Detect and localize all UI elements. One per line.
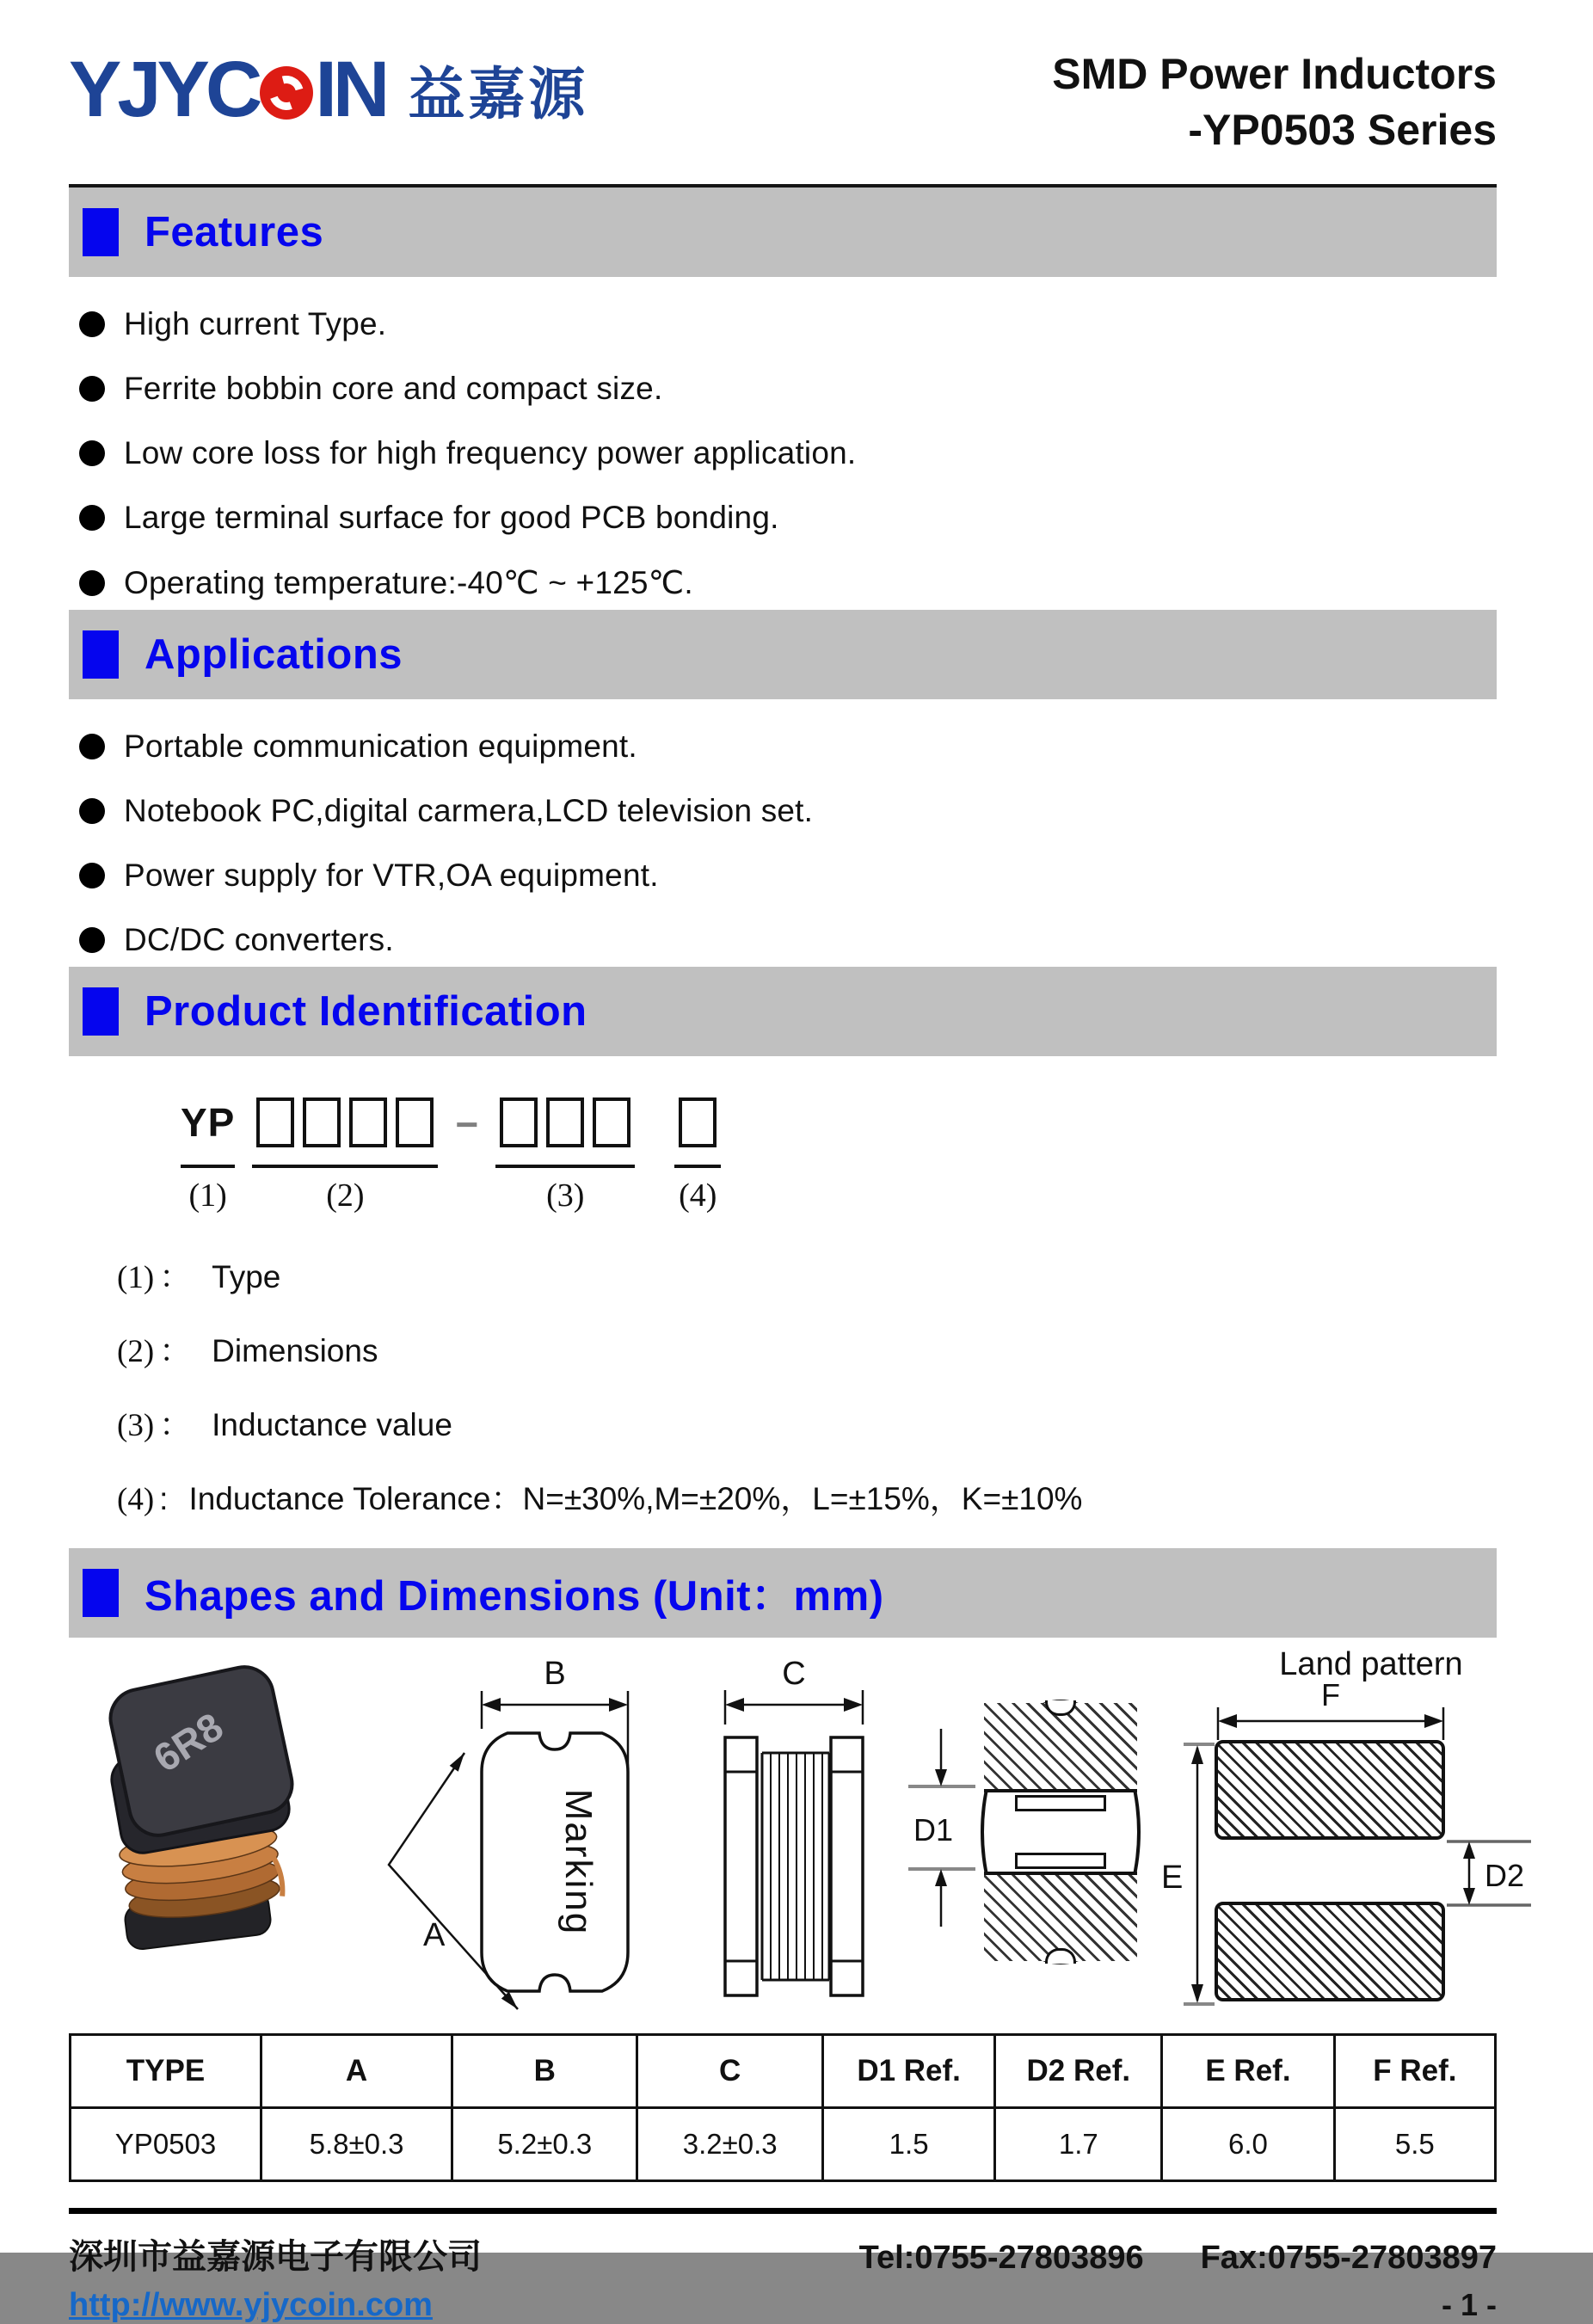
bullet-dot-icon (79, 863, 105, 888)
code-group-label: (4) (679, 1177, 717, 1214)
dim-d1-arrows (901, 1643, 981, 2013)
bullet-dot-icon (79, 570, 105, 596)
tel-number: Tel:0755-27803896 (858, 2240, 1144, 2276)
legend-separator: ： (159, 1333, 192, 1368)
list-item (76, 793, 1497, 829)
dim-c-label: C (782, 1656, 806, 1692)
product-identification-section-header (69, 967, 1497, 1056)
land-pad (1215, 1902, 1445, 2001)
website-link[interactable]: http://www.yjycoin.com (69, 2287, 433, 2323)
table-header-row (71, 2035, 1496, 2108)
land-pad-gap (1215, 1840, 1445, 1902)
logo-chinese-name: 益嘉源 (408, 62, 589, 126)
application-text: DC/DC converters. (124, 922, 394, 957)
cell-b: 5.2±0.3 (452, 2108, 637, 2181)
land-pads (1215, 1740, 1445, 2008)
dimension-drawings (69, 1643, 1525, 2021)
list-item (76, 858, 1497, 894)
side-view-drawing (686, 1643, 901, 2013)
application-text: Power supply for VTR,OA equipment. (124, 858, 659, 893)
code-legend (117, 1251, 1497, 1519)
cell-d2: 1.7 (995, 2108, 1162, 2181)
company-name: 深圳市益嘉源电子有限公司 (69, 2238, 482, 2276)
bottom-view-shape (981, 1700, 1141, 1964)
list-item (76, 922, 1497, 958)
applications-section-header (69, 610, 1497, 699)
list-item (76, 435, 1497, 471)
bullet-dot-icon (79, 376, 105, 402)
bullet-dot-icon (79, 927, 105, 953)
feature-text: High current Type. (124, 306, 387, 341)
bullet-dot-icon (79, 440, 105, 466)
document-title (1052, 46, 1497, 158)
code-group-label: (3) (546, 1177, 585, 1214)
footer-line2 (69, 2287, 1497, 2324)
legend-text: Type (212, 1259, 281, 1294)
dim-a-label: A (423, 1917, 446, 1953)
legend-marker: (2) (117, 1334, 155, 1369)
code-placeholder-box (546, 1097, 584, 1147)
application-text: Portable communication equipment. (124, 729, 637, 764)
land-pattern-drawing (1159, 1643, 1538, 2008)
logo-swirl-icon (260, 66, 313, 120)
list-item (76, 729, 1497, 765)
feature-text: Operating temperature:-40℃ ~ +125℃. (124, 565, 693, 600)
fax-number: Fax:0755-27803897 (1200, 2240, 1497, 2276)
top-view-drawing (335, 1643, 686, 2013)
code-placeholder-box (396, 1097, 434, 1147)
cell-e: 6.0 (1162, 2108, 1334, 2181)
legend-separator: ： (159, 1259, 192, 1294)
legend-text: Inductance value (212, 1407, 452, 1442)
feature-text: Ferrite bobbin core and compact size. (124, 371, 663, 406)
code-placeholder-box (593, 1097, 630, 1147)
dim-e-label: E (1161, 1860, 1184, 1896)
land-pattern-title: Land pattern (1279, 1646, 1463, 1682)
col-header: F Ref. (1334, 2035, 1495, 2108)
page-number: - 1 - (1441, 2287, 1497, 2322)
footer-divider (69, 2208, 1497, 2214)
dimension-table (69, 2033, 1497, 2182)
col-header: B (452, 2035, 637, 2108)
shapes-title: Shapes and Dimensions (Unit：mm) (145, 1573, 884, 1620)
code-group-3 (487, 1087, 643, 1214)
features-title: Features (145, 209, 324, 255)
col-header: D1 Ref. (822, 2035, 994, 2108)
terminal-pad (1015, 1795, 1106, 1811)
col-header: D2 Ref. (995, 2035, 1162, 2108)
col-header: C (637, 2035, 822, 2108)
code-placeholder-box (679, 1097, 717, 1147)
hatched-area (984, 1703, 1137, 1792)
logo-brand-text: YJYC (69, 45, 259, 133)
terminal-pad (1015, 1853, 1106, 1869)
cell-d1: 1.5 (822, 2108, 994, 2181)
list-item (76, 564, 1497, 601)
cell-f: 5.5 (1334, 2108, 1495, 2181)
code-placeholder-box (500, 1097, 538, 1147)
code-group-label: (1) (188, 1177, 227, 1214)
document-title-line1: SMD Power Inductors (1052, 50, 1497, 98)
legend-marker: (4) (117, 1482, 155, 1517)
document-title-line2: -YP0503 Series (1188, 106, 1497, 154)
section-bullet-square-icon (83, 630, 119, 679)
col-header: TYPE (71, 2035, 261, 2108)
dim-f-arrow (1215, 1677, 1447, 1740)
code-prefix: YP (181, 1100, 236, 1145)
dim-e-arrow (1159, 1740, 1215, 2008)
list-item (76, 500, 1497, 536)
list-item (76, 371, 1497, 407)
cell-type: YP0503 (71, 2108, 261, 2181)
section-bullet-square-icon (83, 987, 119, 1036)
dim-d2-arrow (1445, 1740, 1535, 2008)
legend-separator: : (159, 1481, 169, 1516)
header (69, 40, 1497, 158)
col-header: A (261, 2035, 452, 2108)
bullet-dot-icon (79, 505, 105, 531)
code-group-2 (243, 1087, 446, 1214)
photo-marking-text: 6R8 (145, 1703, 231, 1781)
footer-line1 (69, 2229, 1497, 2278)
code-group-4 (666, 1087, 729, 1214)
features-section-header (69, 188, 1497, 277)
section-bullet-square-icon (83, 1569, 119, 1617)
bottom-view-drawing (901, 1643, 1142, 2013)
applications-list (69, 699, 1497, 967)
logo-brand-tail: IN (315, 45, 386, 133)
feature-text: Low core loss for high frequency power application. (124, 435, 857, 470)
legend-marker: (3) (117, 1408, 155, 1443)
underline (674, 1165, 721, 1168)
underline (252, 1165, 438, 1168)
feature-text: Large terminal surface for good PCB bonding. (124, 500, 779, 535)
legend-text: Inductance Tolerance：N=±30%,M=±20%，L=±15%，K=±10% (188, 1481, 1083, 1516)
code-group-1 (172, 1087, 243, 1214)
product-identification-title: Product Identification (145, 988, 587, 1035)
underline (495, 1165, 635, 1168)
dim-d1-label: D1 (913, 1812, 954, 1848)
bullet-dot-icon (79, 798, 105, 824)
legend-item (117, 1251, 1497, 1297)
bullet-dot-icon (79, 311, 105, 337)
application-text: Notebook PC,digital carmera,LCD television set. (124, 793, 814, 828)
legend-marker: (1) (117, 1260, 155, 1295)
land-pad (1215, 1740, 1445, 1840)
cell-c: 3.2±0.3 (637, 2108, 822, 2181)
legend-separator: ： (159, 1407, 192, 1442)
shapes-section-header (69, 1548, 1497, 1638)
legend-item (117, 1472, 1497, 1519)
legend-item (117, 1399, 1497, 1445)
part-number-scheme (172, 1087, 1497, 1214)
code-group-label: (2) (326, 1177, 365, 1214)
marking-label: Marking (557, 1788, 600, 1936)
applications-title: Applications (145, 631, 403, 678)
section-bullet-square-icon (83, 208, 119, 256)
legend-text: Dimensions (212, 1333, 378, 1368)
table-row (71, 2108, 1496, 2181)
dim-f-label: F (1321, 1677, 1340, 1712)
company-logo (69, 45, 589, 133)
code-placeholder-box (349, 1097, 387, 1147)
dim-b-label: B (544, 1656, 566, 1692)
legend-item (117, 1325, 1497, 1371)
product-photo (69, 1643, 335, 2013)
bullet-dot-icon (79, 734, 105, 759)
features-list (69, 277, 1497, 610)
underline (181, 1165, 235, 1168)
code-placeholder-box (256, 1097, 294, 1147)
cell-a: 5.8±0.3 (261, 2108, 452, 2181)
dim-d2-label: D2 (1485, 1858, 1525, 1893)
list-item (76, 306, 1497, 342)
code-placeholder-box (303, 1097, 341, 1147)
col-header: E Ref. (1162, 2035, 1334, 2108)
code-dash: − (455, 1102, 479, 1147)
